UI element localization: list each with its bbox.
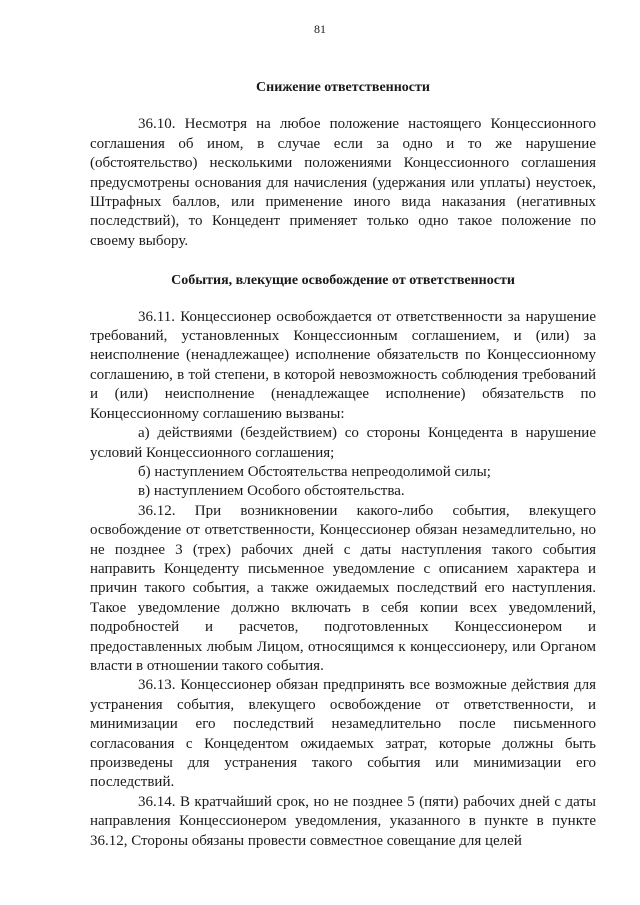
paragraph-36-13: 36.13. Концессионер обязан предпринять все возможные действия для устранения события, влекущего освобождение от ответственности, и минимизации его последствий незамедлительно после письменного согласования с Концедентом ожидаемых затрат, которые должны быть произведены для устранения такого события или минимизации его последствий. xyxy=(90,677,596,791)
paragraph-36-14: 36.14. В кратчайший срок, но не позднее 5 (пяти) рабочих дней с даты направления Концессионером уведомления, указанного в пункте в пункте 36.12, Стороны обязаны провести совместное совещание для целей xyxy=(90,793,596,849)
paragraph-item-c: в) наступлением Особого обстоятельства. xyxy=(138,483,405,500)
paragraph-36-12: 36.12. При возникновении какого-либо события, влекущего освобождение от ответственности, Концессионер обязан незамедлительно, но не позднее 3 (трех) рабочих дней с даты наступления такого события направить Концеденту письменное уведомление с описанием характера и причин такого события, а также ожидаемых последствий его наступления. Такое уведомление должно включать в себя копии всех уведомлений, подробностей и расчетов, подготовленных Концессионером и предоставленных любым Лицом, относящимся к концессионеру, или Органом власти в отношении такого события. xyxy=(90,502,596,674)
page-number: 81 xyxy=(314,22,326,36)
section-heading-exemption-events: События, влекущие освобождение от ответственности xyxy=(171,273,515,289)
paragraph-item-a: а) действиями (бездействием) со стороны Концедента в нарушение условий Концессионного соглашения; xyxy=(90,425,596,461)
paragraph-36-10: 36.10. Несмотря на любое положение настоящего Концессионного соглашения об ином, в случае если за одно и то же нарушение (обстоятельство) несколькими положениями Концессионного соглашения предусмотрены основания для начисления (удержания или уплаты) неустоек, Штрафных баллов, или применение иного вида наказания (негативных последствий), то Концедент применяет только одно такое положение по своему выбору. xyxy=(90,116,596,249)
section-heading-liability-reduction: Снижение ответственности xyxy=(256,80,430,95)
paragraph-item-b: б) наступлением Обстоятельства непреодолимой силы; xyxy=(138,463,491,480)
paragraph-36-11: 36.11. Концессионер освобождается от ответственности за нарушение требований, установленных Концессионным соглашением, и (или) за неисполнение (ненадлежащее) исполнение обязательств по Концессионному соглашению, в той степени, в которой невозможность соблюдения требований и (или) неисполнение (ненадлежащее исполнение) обязательств по Концессионному соглашению вызваны: xyxy=(90,308,596,422)
document-body xyxy=(90,78,596,851)
